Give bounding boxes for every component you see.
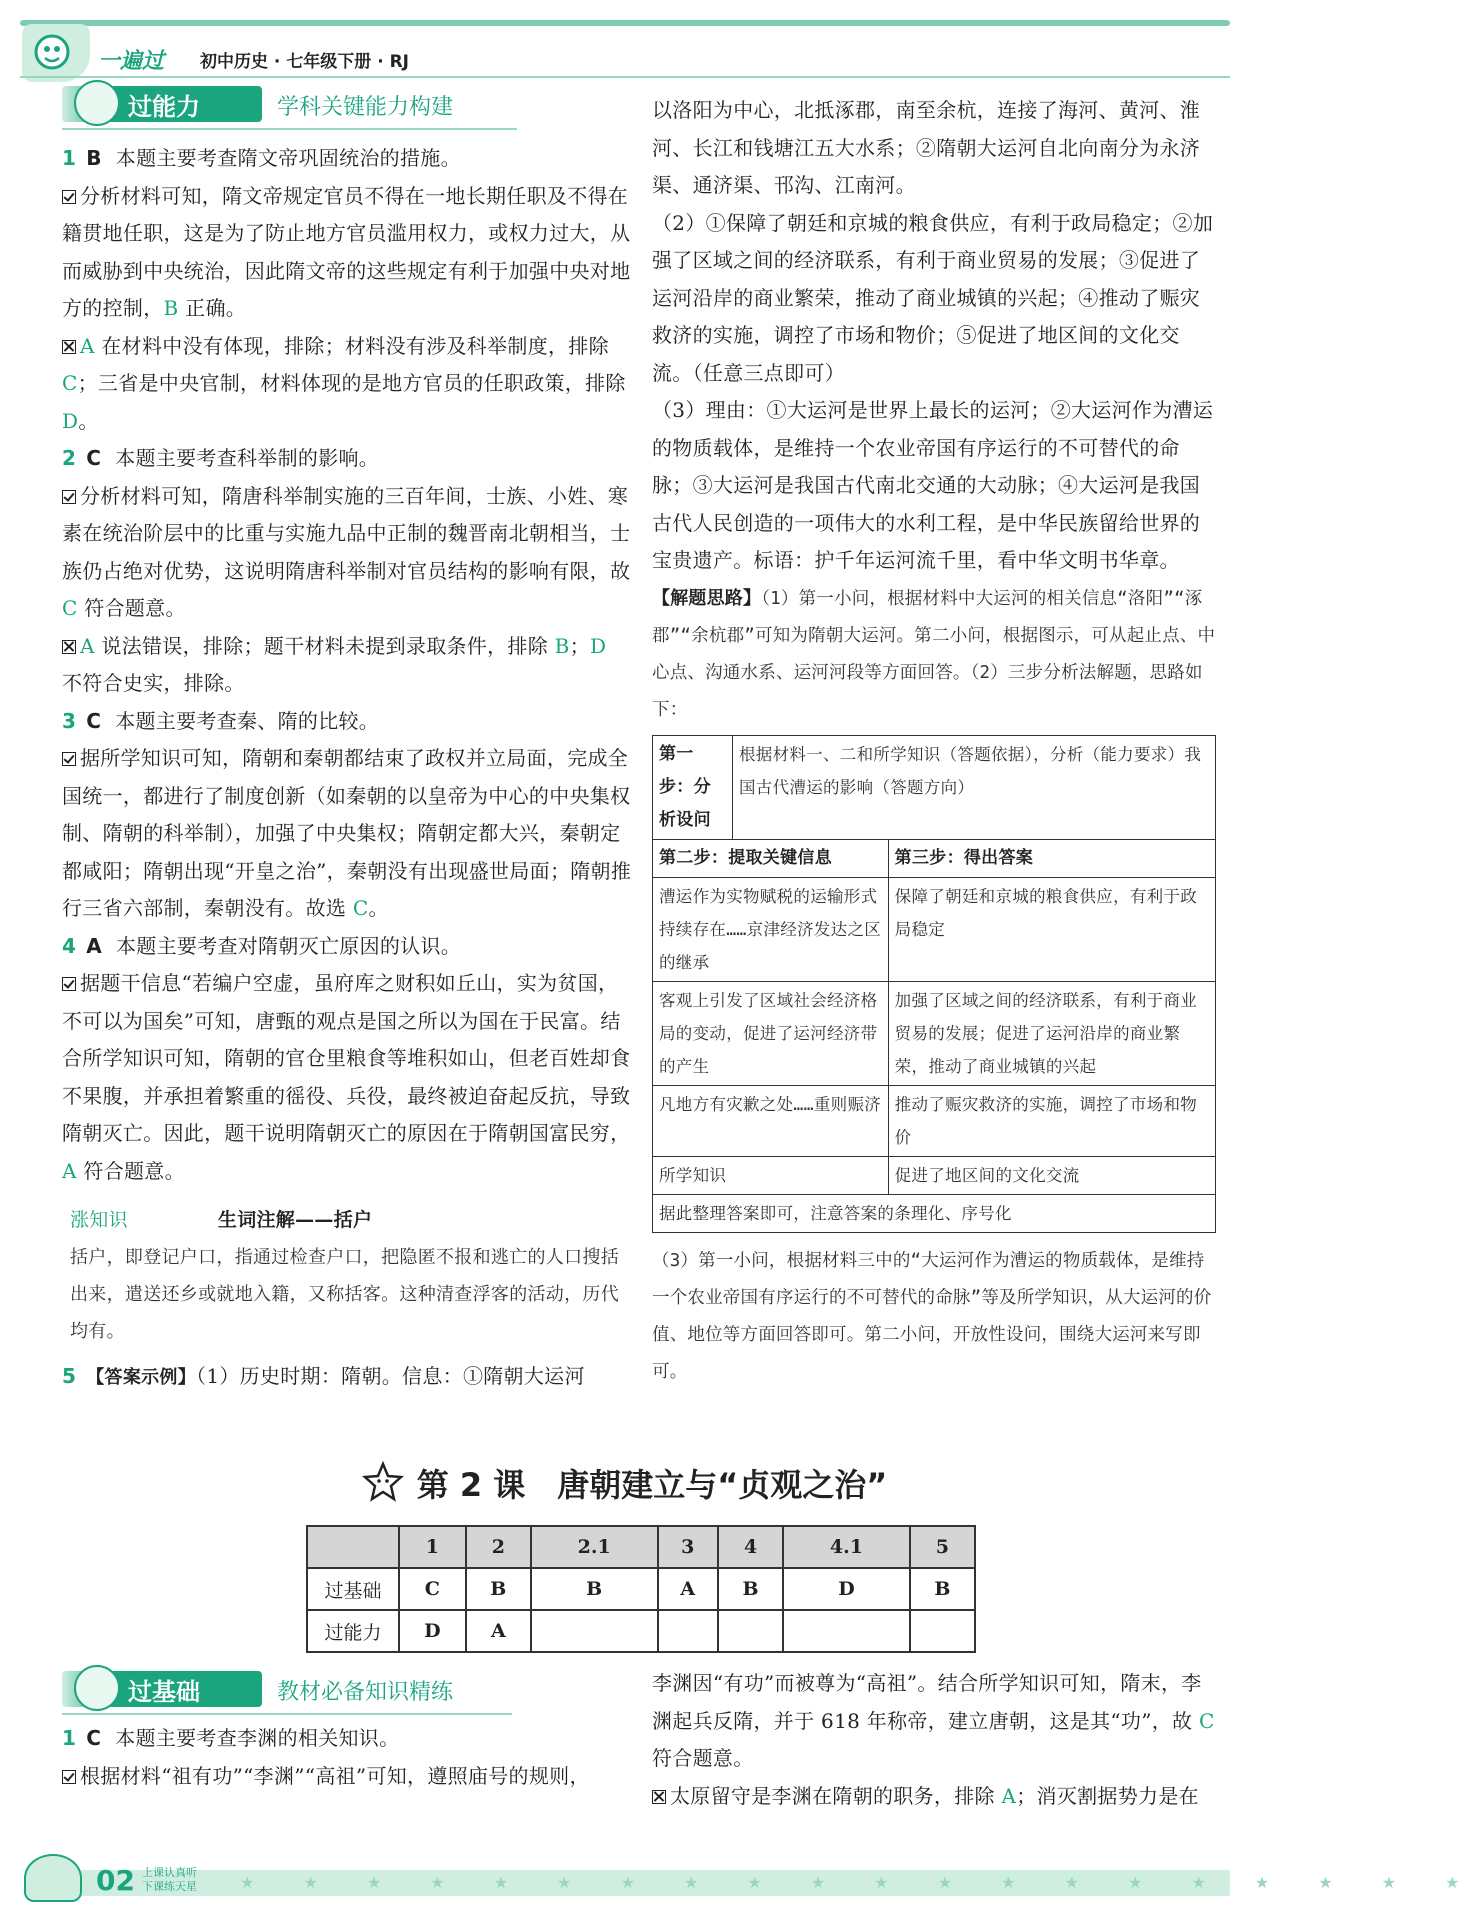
answer-letter: C <box>86 446 102 470</box>
knowledge-tag: 涨知识 <box>70 1209 128 1231</box>
table-header-row <box>307 1526 975 1568</box>
answer-paragraph: （3）第一小问，根据材料三中的“大运河作为漕运的物质载体，是维持一个农业帝国有序运行的不可替代的命脉”等及所学知识，从大运河的价值、地位等方面回答即可。第二小问，开放性设问，围绕大运河来写即可。 <box>652 1250 1212 1382</box>
question-1 <box>62 140 632 178</box>
knowledge-box <box>62 1202 632 1350</box>
analysis-paragraph <box>652 1665 1220 1778</box>
check-icon <box>62 1770 76 1784</box>
analysis-text: ； <box>569 633 590 658</box>
solution-text: （1）第一小问，根据材料中大运河的相关信息“洛阳”“涿郡”“余杭郡”可知为隋朝大运河。第二小问，根据图示，可从起止点、中心点、沟通水系、运河河段等方面回答。（2）三步分析法解题，思路如下： <box>652 588 1216 720</box>
analysis-text: 太原留守是李渊在隋朝的职务，排除 <box>670 1783 1002 1808</box>
answer-cell: B <box>531 1568 658 1610</box>
answer-cell <box>658 1610 718 1652</box>
answer-text: （1）历史时期：隋朝。信息：①隋朝大运河 <box>196 1364 585 1388</box>
lesson-title <box>0 1460 1250 1506</box>
answer-cell: 推动了赈灾救济的实施，调控了市场和物价 <box>888 1085 1215 1156</box>
section-title: 学科关键能力构建 <box>277 95 454 120</box>
section-badge-text: 过能力 <box>128 93 200 121</box>
question-number: 5 <box>62 1364 77 1388</box>
question-topic: 本题主要考查对隋朝灭亡原因的认识。 <box>116 933 462 958</box>
three-step-table <box>652 735 1216 1233</box>
row-label: 过基础 <box>307 1568 399 1610</box>
page-number: 02 <box>96 1864 135 1897</box>
option-letter: A <box>62 1158 77 1183</box>
logo-text: 一遍过 <box>98 49 165 74</box>
table-row <box>307 1568 975 1610</box>
analysis-text: 李渊因“有功”而被尊为“高祖”。结合所学知识可知，隋末，李渊起兵反隋，并于 618 年称帝，建立唐朝，这是其“功”，故 <box>652 1671 1202 1733</box>
answer-cell: 加强了区域之间的经济联系，有利于商业贸易的发展；促进了运河沿岸的商业繁荣，推动了商业城镇的兴起 <box>888 981 1215 1085</box>
analysis-text: 分析材料可知，隋文帝规定官员不得在一地长期任职及不得在籍贯地任职，这是为了防止地方官员滥用权力，或权力过大，从而威胁到中央统治，因此隋文帝的这些规定有利于加强中央对地方的控制， <box>62 183 631 320</box>
book-subject: 初中历史 · 七年级下册 · RJ <box>200 52 410 72</box>
question-topic: 本题主要考查李渊的相关知识。 <box>115 1726 400 1750</box>
analysis-text: ；三省是中央官制，材料体现的是地方官员的任职政策，排除 <box>77 371 626 395</box>
section-underline <box>62 1713 512 1715</box>
step1-label: 第一步：分析设问 <box>653 735 733 839</box>
question-topic: 本题主要考查隋文帝巩固统治的措施。 <box>115 146 461 170</box>
analysis-text: 符合题意。 <box>77 596 186 620</box>
question-5 <box>62 1358 632 1397</box>
page-header <box>20 20 1230 75</box>
analysis-correct <box>62 1758 632 1796</box>
table-header-cell: 1 <box>399 1526 466 1568</box>
answer-key-table <box>306 1525 976 1653</box>
header-stripe <box>20 20 1230 26</box>
analysis-text: 不符合史实，排除。 <box>62 671 245 695</box>
analysis-text: 符合题意。 <box>652 1746 754 1770</box>
decorative-stars-icon: ★ ★ ★ ★ ★ ★ ★ ★ ★ ★ ★ ★ ★ ★ ★ ★ ★ ★ ★ ★ <box>240 1873 1482 1892</box>
question-number: 1 <box>62 1726 77 1750</box>
answer-cell <box>718 1610 783 1652</box>
table-header-cell: 2 <box>466 1526 531 1568</box>
option-letter: A <box>80 633 95 658</box>
slogan-line: 下课练天星 <box>142 1880 197 1893</box>
cross-icon <box>62 340 76 354</box>
table-header-cell: 4.1 <box>783 1526 910 1568</box>
option-letter: B <box>163 296 179 320</box>
step2-label: 第二步：提取关键信息 <box>653 839 889 877</box>
left-column <box>62 140 632 1397</box>
answer-letter: C <box>86 708 102 733</box>
mascot-icon <box>74 1665 120 1711</box>
option-letter: D <box>589 633 607 658</box>
cross-icon <box>652 1790 666 1804</box>
knowledge-title: 生词注解——括户 <box>217 1209 373 1231</box>
mascot-icon <box>74 80 120 126</box>
section-underline <box>62 128 517 130</box>
analysis-text: 。 <box>368 896 389 920</box>
answer-cell: C <box>399 1568 466 1610</box>
answer-cell: 保障了朝廷和京城的粮食供应，有利于政局稳定 <box>888 877 1215 981</box>
answer-example-label: 【答案示例】 <box>86 1367 197 1388</box>
knowledge-body: 括户，即登记户口，指通过检查户口，把隐匿不报和逃亡的人口搜括出来，遣送还乡或就地入籍，又称括客。这种清查浮客的活动，历代均有。 <box>70 1247 619 1342</box>
answer-cell: B <box>466 1568 531 1610</box>
answer-letter: C <box>86 1726 102 1750</box>
table-header-cell: 3 <box>658 1526 718 1568</box>
key-info-cell: 客观上引发了区域社会经济格局的变动，促进了运河经济带的产生 <box>653 981 889 1085</box>
answer-letter: B <box>86 146 102 170</box>
table-header-cell: 2.1 <box>531 1526 658 1568</box>
answer-cell: A <box>658 1568 718 1610</box>
answer-cell: 促进了地区间的文化交流 <box>888 1156 1215 1194</box>
option-letter: D <box>62 408 79 433</box>
analysis-correct <box>62 478 632 628</box>
lesson-title-text: 第 2 课 唐朝建立与“贞观之治” <box>416 1466 888 1504</box>
row-label: 过能力 <box>307 1610 399 1652</box>
key-info-cell: 所学知识 <box>653 1156 889 1194</box>
analysis-text: 。 <box>78 408 99 433</box>
footer-mascot-icon <box>24 1854 82 1902</box>
check-icon <box>62 490 76 504</box>
bottom-left-column <box>62 1720 632 1795</box>
check-icon <box>62 977 76 991</box>
section-badge-text: 过基础 <box>128 1678 200 1706</box>
analysis-text: 分析材料可知，隋唐科举制实施的三百年间，士族、小姓、寒素在统治阶层中的比重与实施九品中正制的魏晋南北朝相当，士族仍占绝对优势，这说明隋唐科举制对官员结构的影响有限，故 <box>62 483 631 583</box>
analysis-text: 据所学知识可知，隋朝和秦朝都结束了政权并立局面，完成全国统一，都进行了制度创新（如秦朝的以皇帝为中心的中央集权制、隋朝的科举制），加强了中央集权；隋朝定都大兴，秦朝定都咸阳；隋朝出现“开皇之治”，秦朝没有出现盛世局面；隋朝推行三省六部制，秦朝没有。故选 <box>62 746 632 920</box>
question-number: 4 <box>62 933 77 958</box>
option-letter: C <box>352 896 369 920</box>
option-letter: C <box>62 596 78 620</box>
analysis-correct <box>62 965 632 1190</box>
bottom-right-column <box>652 1665 1220 1815</box>
page-footer <box>20 1860 1482 1900</box>
answer-paragraph: （3）理由：①大运河是世界上最长的运河；②大运河作为漕运的物质载体，是维持一个农业帝国有序运行的不可替代的命脉；③大运河是我国古代南北交通的大动脉；④大运河是我国古代人民创造的一项伟大的水利工程，是中华民族留给世界的宝贵遗产。标语：护千年运河流千里，看中华文明书华章。 <box>652 398 1214 572</box>
question-1 <box>62 1720 632 1758</box>
question-2 <box>62 440 632 478</box>
analysis-text: 在材料中没有体现，排除；材料没有涉及科举制度，排除 <box>94 333 609 358</box>
answer-cell: B <box>910 1568 975 1610</box>
star-badge-icon <box>363 1462 403 1502</box>
analysis-text: 符合题意。 <box>76 1158 185 1183</box>
option-letter: A <box>1001 1783 1017 1808</box>
question-topic: 本题主要考查科举制的影响。 <box>115 446 380 470</box>
step3-label: 第三步：得出答案 <box>888 839 1215 877</box>
question-3 <box>62 703 632 741</box>
answer-cell <box>783 1610 910 1652</box>
analysis-text: 据题干信息“若编户空虚，虽府库之财积如丘山，实为贫国，不可以为国矣”可知，唐甄的观点是国之所以为国在于民富。结合所学知识可知，隋朝的官仓里粮食等堆积如山，但老百姓却食不果腹，并承担着繁重的徭役、兵役，最终被迫奋起反抗，导致隋朝灭亡。因此，题干说明隋朝灭亡的原因在于隋朝国富民穷， <box>62 971 631 1145</box>
question-number: 3 <box>62 708 77 733</box>
analysis-text: 正确。 <box>178 296 247 320</box>
answer-cell: B <box>718 1568 783 1610</box>
analysis-wrong <box>62 328 632 441</box>
answer-cell: A <box>466 1610 531 1652</box>
cross-icon <box>62 640 76 654</box>
analysis-text: ；消灭割据势力是在 <box>1016 1783 1199 1808</box>
question-number: 1 <box>62 146 77 170</box>
logo-mascot-icon <box>22 24 90 82</box>
key-info-cell: 漕运作为实物赋税的运输形式持续存在……京津经济发达之区的继承 <box>653 877 889 981</box>
option-letter: C <box>1199 1708 1215 1733</box>
solution-approach <box>652 580 1220 729</box>
analysis-wrong <box>62 628 632 703</box>
analysis-text: 根据材料“祖有功”“李渊”“高祖”可知，遵照庙号的规则， <box>80 1763 590 1788</box>
question-number: 2 <box>62 446 77 470</box>
question-topic: 本题主要考查秦、隋的比较。 <box>115 708 380 733</box>
answer-cell <box>531 1610 658 1652</box>
solution-label: 【解题思路】 <box>652 587 762 609</box>
table-header-cell <box>307 1526 399 1568</box>
option-letter: C <box>62 371 78 395</box>
analysis-correct <box>62 740 632 928</box>
analysis-text: 说法错误，排除；题干材料未提到录取条件，排除 <box>94 633 555 658</box>
check-icon <box>62 190 76 204</box>
slogan-line: 上课认真听 <box>142 1866 197 1879</box>
step1-text: 根据材料一、二和所学知识（答题依据），分析（能力要求）我国古代漕运的影响（答题方向） <box>733 735 1216 839</box>
table-header-cell: 5 <box>910 1526 975 1568</box>
option-letter: B <box>554 633 570 658</box>
check-icon <box>62 752 76 766</box>
right-column <box>652 92 1220 1391</box>
option-letter: A <box>80 333 95 358</box>
table-header-cell: 4 <box>718 1526 783 1568</box>
section-header-ability <box>62 80 632 132</box>
answer-paragraph: （2）①保障了朝廷和京城的粮食供应，有利于政局稳定；②加强了区域之间的经济联系，有利于商业贸易的发展；③促进了运河沿岸的商业繁荣，推动了商业城镇的兴起；④推动了赈灾救济的实施，调控了市场和物价；⑤促进了地区间的文化交流。（任意三点即可） <box>652 210 1214 385</box>
answer-cell: D <box>399 1610 466 1652</box>
answer-cell: D <box>783 1568 910 1610</box>
analysis-wrong <box>652 1778 1220 1816</box>
answer-cell <box>910 1610 975 1652</box>
table-footer: 据此整理答案即可，注意答案的条理化、序号化 <box>653 1194 1216 1232</box>
table-row <box>307 1610 975 1652</box>
answer-letter: A <box>86 933 102 958</box>
section-header-basics <box>62 1665 632 1717</box>
footer-slogan <box>142 1866 197 1894</box>
key-info-cell: 凡地方有灾歉之处……重则赈济 <box>653 1085 889 1156</box>
answer-paragraph: 以洛阳为中心，北抵涿郡，南至余杭，连接了海河、黄河、淮河、长江和钱塘江五大水系；②隋朝大运河自北向南分为永济渠、通济渠、邗沟、江南河。 <box>652 98 1201 197</box>
section-title: 教材必备知识精练 <box>277 1680 454 1705</box>
question-4 <box>62 928 632 966</box>
header-rule <box>20 76 1230 78</box>
analysis-correct <box>62 178 632 328</box>
